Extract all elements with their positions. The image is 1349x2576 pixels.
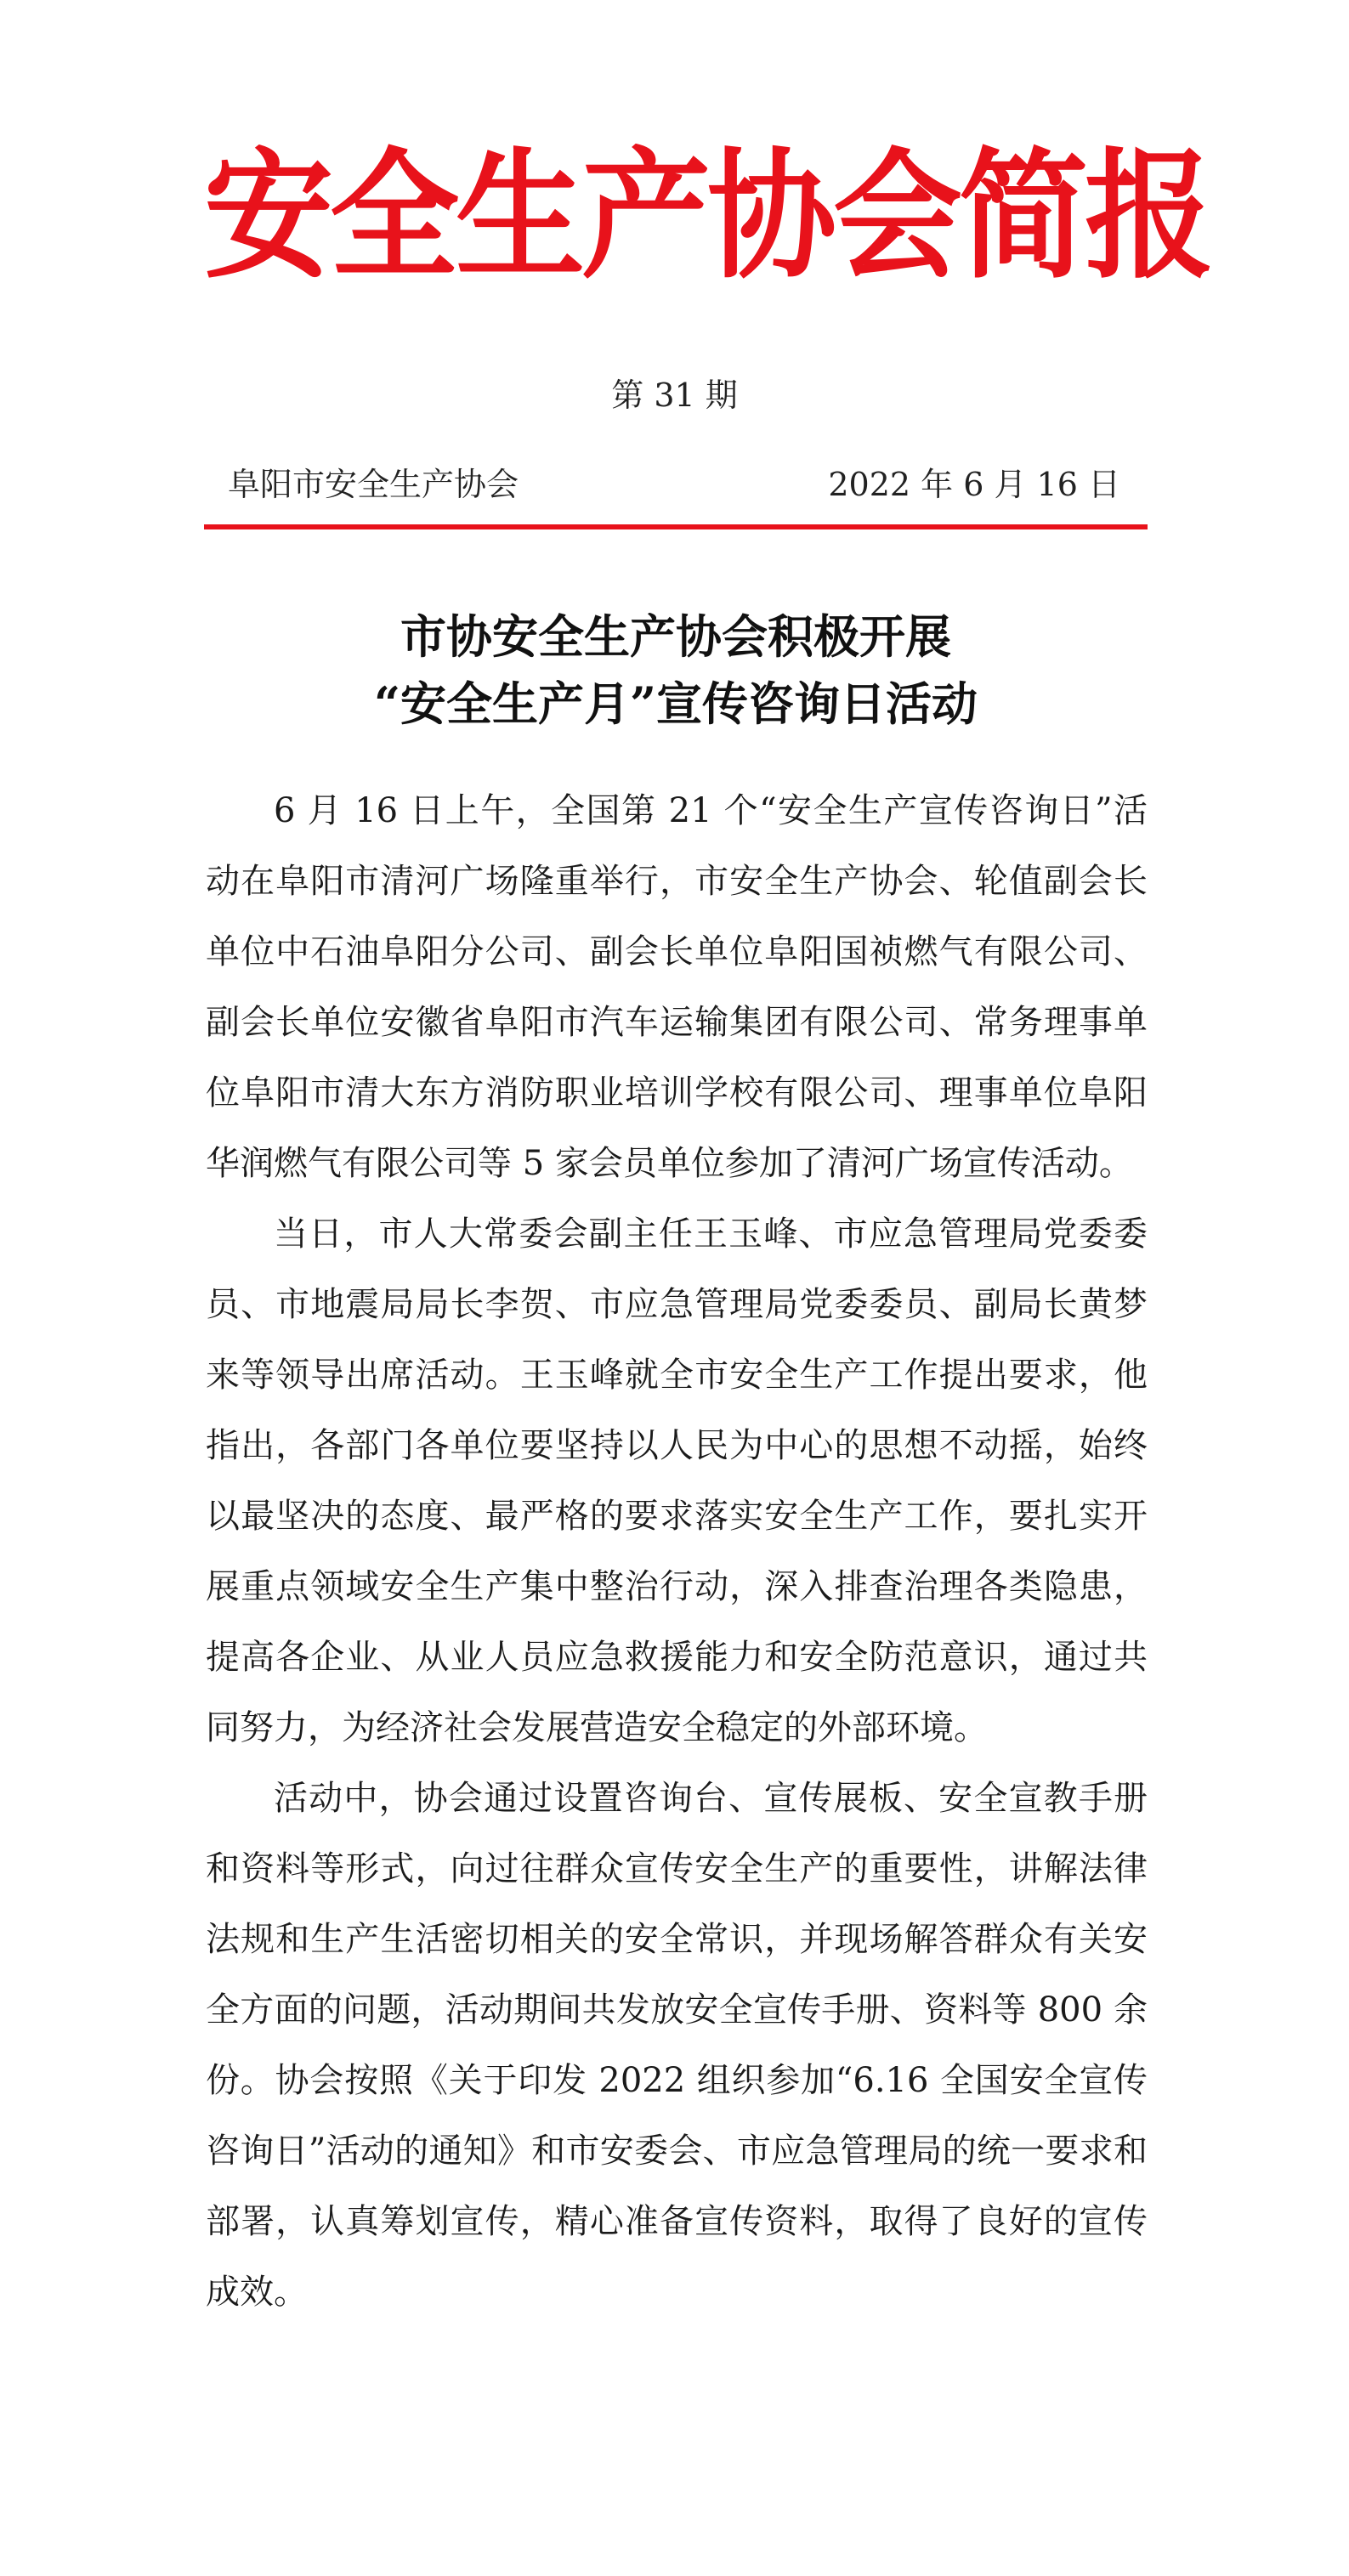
red-divider bbox=[204, 524, 1148, 529]
article-body bbox=[206, 776, 1148, 2328]
meta-row bbox=[228, 463, 1120, 506]
article-paragraph: 当日，市人大常委会副主任王玉峰、市应急管理局党委委员、市地震局局长李贺、市应急管理局党委委员、副局长黄梦来等领导出席活动。王玉峰就全市安全生产工作提出要求，他指出，各部门各单位要坚持以人民为中心的思想不动摇，始终以最坚决的态度、最严格的要求落实安全生产工作，要扎实开展重点领域安全生产集中整治行动，深入排查治理各类隐患，提高各企业、从业人员应急救援能力和安全防范意识，通过共同努力，为经济社会发展营造安全稳定的外部环境。 bbox=[206, 1214, 1148, 1747]
article-headline-line2: “安全生产月”宣传咨询日活动 bbox=[373, 677, 978, 731]
article-headline-line1: 市协安全生产协会积极开展 bbox=[400, 609, 951, 664]
publisher-name: 阜阳市安全生产协会 bbox=[228, 466, 519, 503]
masthead-title: 安全生产协会简报 bbox=[204, 134, 1210, 298]
article-paragraph: 6 月 16 日上午，全国第 21 个“安全生产宣传咨询日”活动在阜阳市清河广场隆重举行，市安全生产协会、轮值副会长单位中石油阜阳分公司、副会长单位阜阳国祯燃气有限公司、副会长单位安徽省阜阳市汽车运输集团有限公司、常务理事单位阜阳市清大东方消防职业培训学校有限公司、理事单位阜阳华润燃气有限公司等 5 家会员单位参加了清河广场宣传活动。 bbox=[206, 791, 1148, 1183]
publish-date: 2022 年 6 月 16 日 bbox=[828, 466, 1120, 503]
issue-number: 第 31 期 bbox=[611, 376, 738, 414]
article-paragraph: 活动中，协会通过设置咨询台、宣传展板、安全宣教手册和资料等形式，向过往群众宣传安全生产的重要性，讲解法律法规和生产生活密切相关的安全常识，并现场解答群众有关安全方面的问题，活动期间共发放安全宣传手册、资料等 800 余份。协会按照《关于印发 2022 组织参加“6.16 全国安全宣传咨询日”活动的通知》和市安委会、市应急管理局的统一要求和部署，认真筹划宣传，精心准备宣传资料，取得了良好的宣传成效。 bbox=[206, 1779, 1148, 2312]
